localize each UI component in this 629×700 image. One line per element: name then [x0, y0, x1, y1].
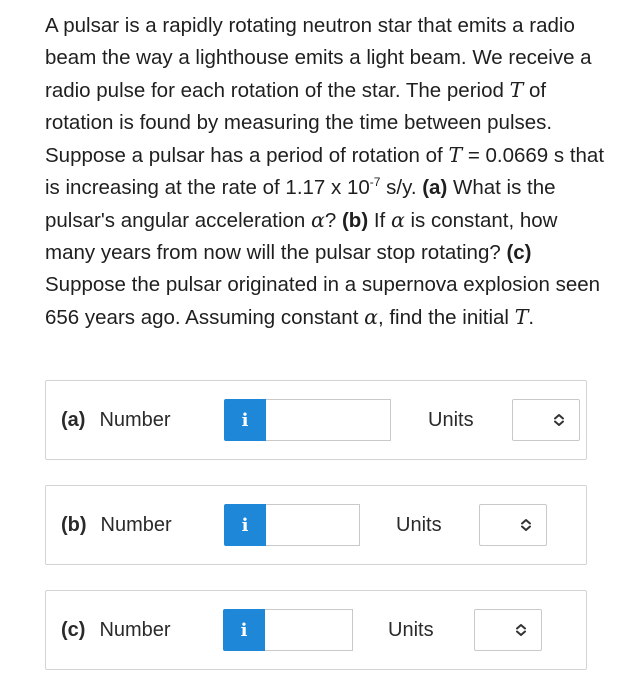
answer-row-b — [45, 485, 587, 565]
info-icon: i — [240, 619, 248, 641]
units-label: Units — [428, 408, 474, 431]
answer-row-label — [61, 486, 172, 564]
part-a-tag: (a) — [422, 176, 448, 199]
alpha-symbol: α — [390, 208, 405, 232]
problem-text-segment: If — [368, 209, 391, 232]
answer-row-label — [61, 591, 171, 669]
problem-text-segment: . — [528, 306, 535, 329]
answer-row-c — [45, 590, 587, 670]
info-button[interactable] — [223, 609, 265, 651]
units-label: Units — [388, 618, 434, 641]
number-input-b[interactable] — [266, 504, 360, 546]
part-tag: (b) — [61, 513, 87, 536]
answer-row-label — [61, 381, 171, 459]
problem-text-segment: What is the pulsar's angular acceleration — [45, 176, 556, 232]
number-label: Number — [100, 513, 172, 536]
number-input-c[interactable] — [265, 609, 353, 651]
info-button[interactable] — [224, 504, 266, 546]
number-label: Number — [99, 408, 171, 431]
number-input-a[interactable] — [266, 399, 391, 441]
part-tag: (c) — [61, 618, 86, 641]
number-label: Number — [99, 618, 171, 641]
units-select-b[interactable] — [479, 504, 547, 546]
problem-text-segment: A pulsar is a rapidly rotating neutron star that emits a radio beam the way a lighthouse emits a light beam. We receive a radio pulse for each rotation of the star. The period — [45, 14, 592, 102]
info-icon: i — [241, 409, 249, 431]
alpha-symbol: α — [364, 305, 378, 329]
exponent: -7 — [369, 175, 381, 189]
part-tag: (a) — [61, 408, 86, 431]
units-select-a[interactable] — [512, 399, 580, 441]
updown-chevron-icon — [553, 413, 565, 427]
period-symbol: T — [448, 143, 463, 167]
problem-text — [45, 10, 605, 334]
part-b-tag: (b) — [341, 209, 369, 232]
info-button[interactable] — [224, 399, 266, 441]
problem-text-segment: s/y. — [380, 176, 423, 199]
problem-text-segment: Suppose the pulsar originated in a supernova explosion seen 656 years ago. Assuming constant — [45, 273, 601, 329]
answer-row-a — [45, 380, 587, 460]
updown-chevron-icon — [520, 518, 532, 532]
problem-text-segment: , find the initial — [377, 306, 515, 329]
problem-text-segment: is constant, how many years from now will the pulsar stop rotating? — [45, 209, 558, 264]
alpha-symbol: α — [311, 208, 325, 232]
info-icon: i — [241, 514, 249, 536]
period-symbol: T — [509, 78, 524, 102]
part-c-tag: (c) — [506, 241, 532, 264]
problem-text-segment: ? — [324, 209, 342, 232]
units-label: Units — [396, 513, 442, 536]
units-select-c[interactable] — [474, 609, 542, 651]
period-symbol: T — [514, 305, 529, 329]
problem-text-segment: of rotation is found by measuring the time between pulses. Suppose a pulsar has a period of rotation of — [45, 79, 553, 167]
updown-chevron-icon — [515, 623, 527, 637]
problem-text-segment: = 0.0669 s that is increasing at the rate of 1.17 x 10 — [45, 144, 605, 199]
